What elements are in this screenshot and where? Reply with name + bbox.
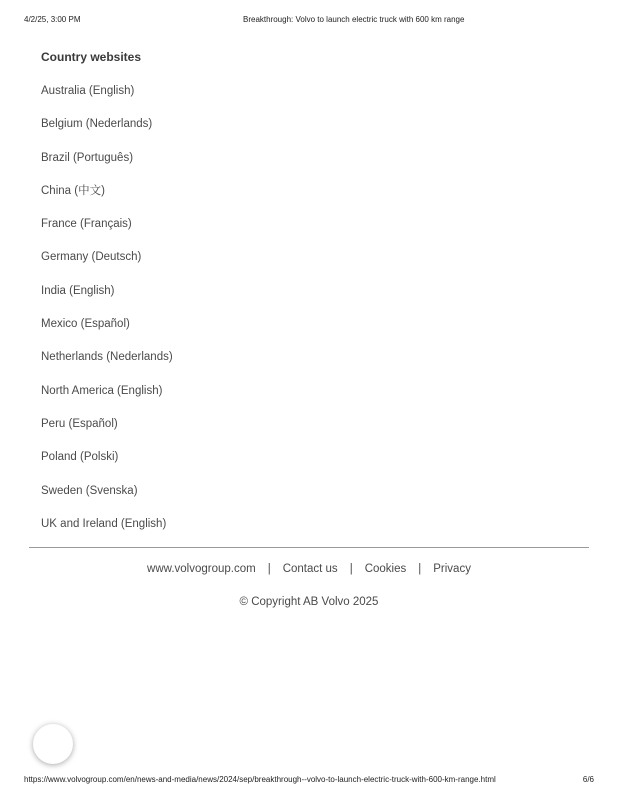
contact-us-link[interactable]: Contact us [282, 563, 338, 575]
country-websites-heading: Country websites [41, 50, 142, 64]
page-number: 6/6 [582, 775, 594, 784]
footer-divider [29, 547, 589, 548]
print-header [0, 15, 618, 27]
country-item-india[interactable] [41, 284, 173, 317]
country-item-sweden[interactable] [41, 484, 173, 517]
separator: | [267, 563, 271, 575]
country-item-china[interactable] [41, 184, 173, 217]
country-link[interactable]: France (Français) [41, 218, 132, 231]
country-link[interactable]: North America (English) [41, 384, 163, 397]
country-link[interactable]: Mexico (Español) [41, 318, 130, 331]
country-link[interactable]: Peru (Español) [41, 417, 118, 430]
country-link[interactable]: Brazil (Português) [41, 151, 134, 164]
country-item-uk-ireland[interactable] [41, 517, 173, 550]
print-date: 4/2/25, 3:00 PM [24, 15, 81, 24]
print-url: https://www.volvogroup.com/en/news-and-media/news/2024/sep/breakthrough--volvo-to-launch-electric-truck-with-600-km-range.html [24, 775, 496, 784]
copyright: © Copyright AB Volvo 2025 [239, 596, 379, 608]
volvogroup-link[interactable]: www.volvogroup.com [147, 563, 256, 575]
separator: | [349, 563, 353, 575]
country-item-belgium[interactable] [41, 117, 173, 150]
country-item-netherlands[interactable] [41, 350, 173, 383]
privacy-link[interactable]: Privacy [433, 563, 471, 575]
country-item-mexico[interactable] [41, 317, 173, 350]
country-link[interactable]: Australia (English) [41, 85, 135, 97]
country-link[interactable]: China (中文) [41, 184, 105, 197]
country-item-brazil[interactable] [41, 151, 173, 184]
country-link[interactable]: Belgium (Nederlands) [41, 118, 153, 131]
cookies-link[interactable]: Cookies [364, 563, 407, 575]
country-item-poland[interactable] [41, 450, 173, 483]
country-item-north-america[interactable] [41, 384, 173, 417]
print-footer [0, 775, 618, 787]
country-link[interactable]: Germany (Deutsch) [41, 251, 142, 264]
floating-round-button[interactable] [33, 724, 73, 764]
country-link[interactable]: Poland (Polski) [41, 451, 119, 464]
print-page-title: Breakthrough: Volvo to launch electric truck with 600 km range [243, 15, 465, 24]
country-item-australia[interactable] [41, 84, 173, 117]
country-item-peru[interactable] [41, 417, 173, 450]
country-link[interactable]: Netherlands (Nederlands) [41, 351, 173, 364]
country-websites-list [41, 84, 173, 550]
country-item-germany[interactable] [41, 250, 173, 283]
country-link[interactable]: India (English) [41, 284, 115, 297]
country-item-france[interactable] [41, 217, 173, 250]
separator: | [418, 563, 422, 575]
country-link[interactable]: UK and Ireland (English) [41, 517, 167, 530]
footer-links [0, 563, 618, 575]
country-link[interactable]: Sweden (Svenska) [41, 484, 138, 497]
